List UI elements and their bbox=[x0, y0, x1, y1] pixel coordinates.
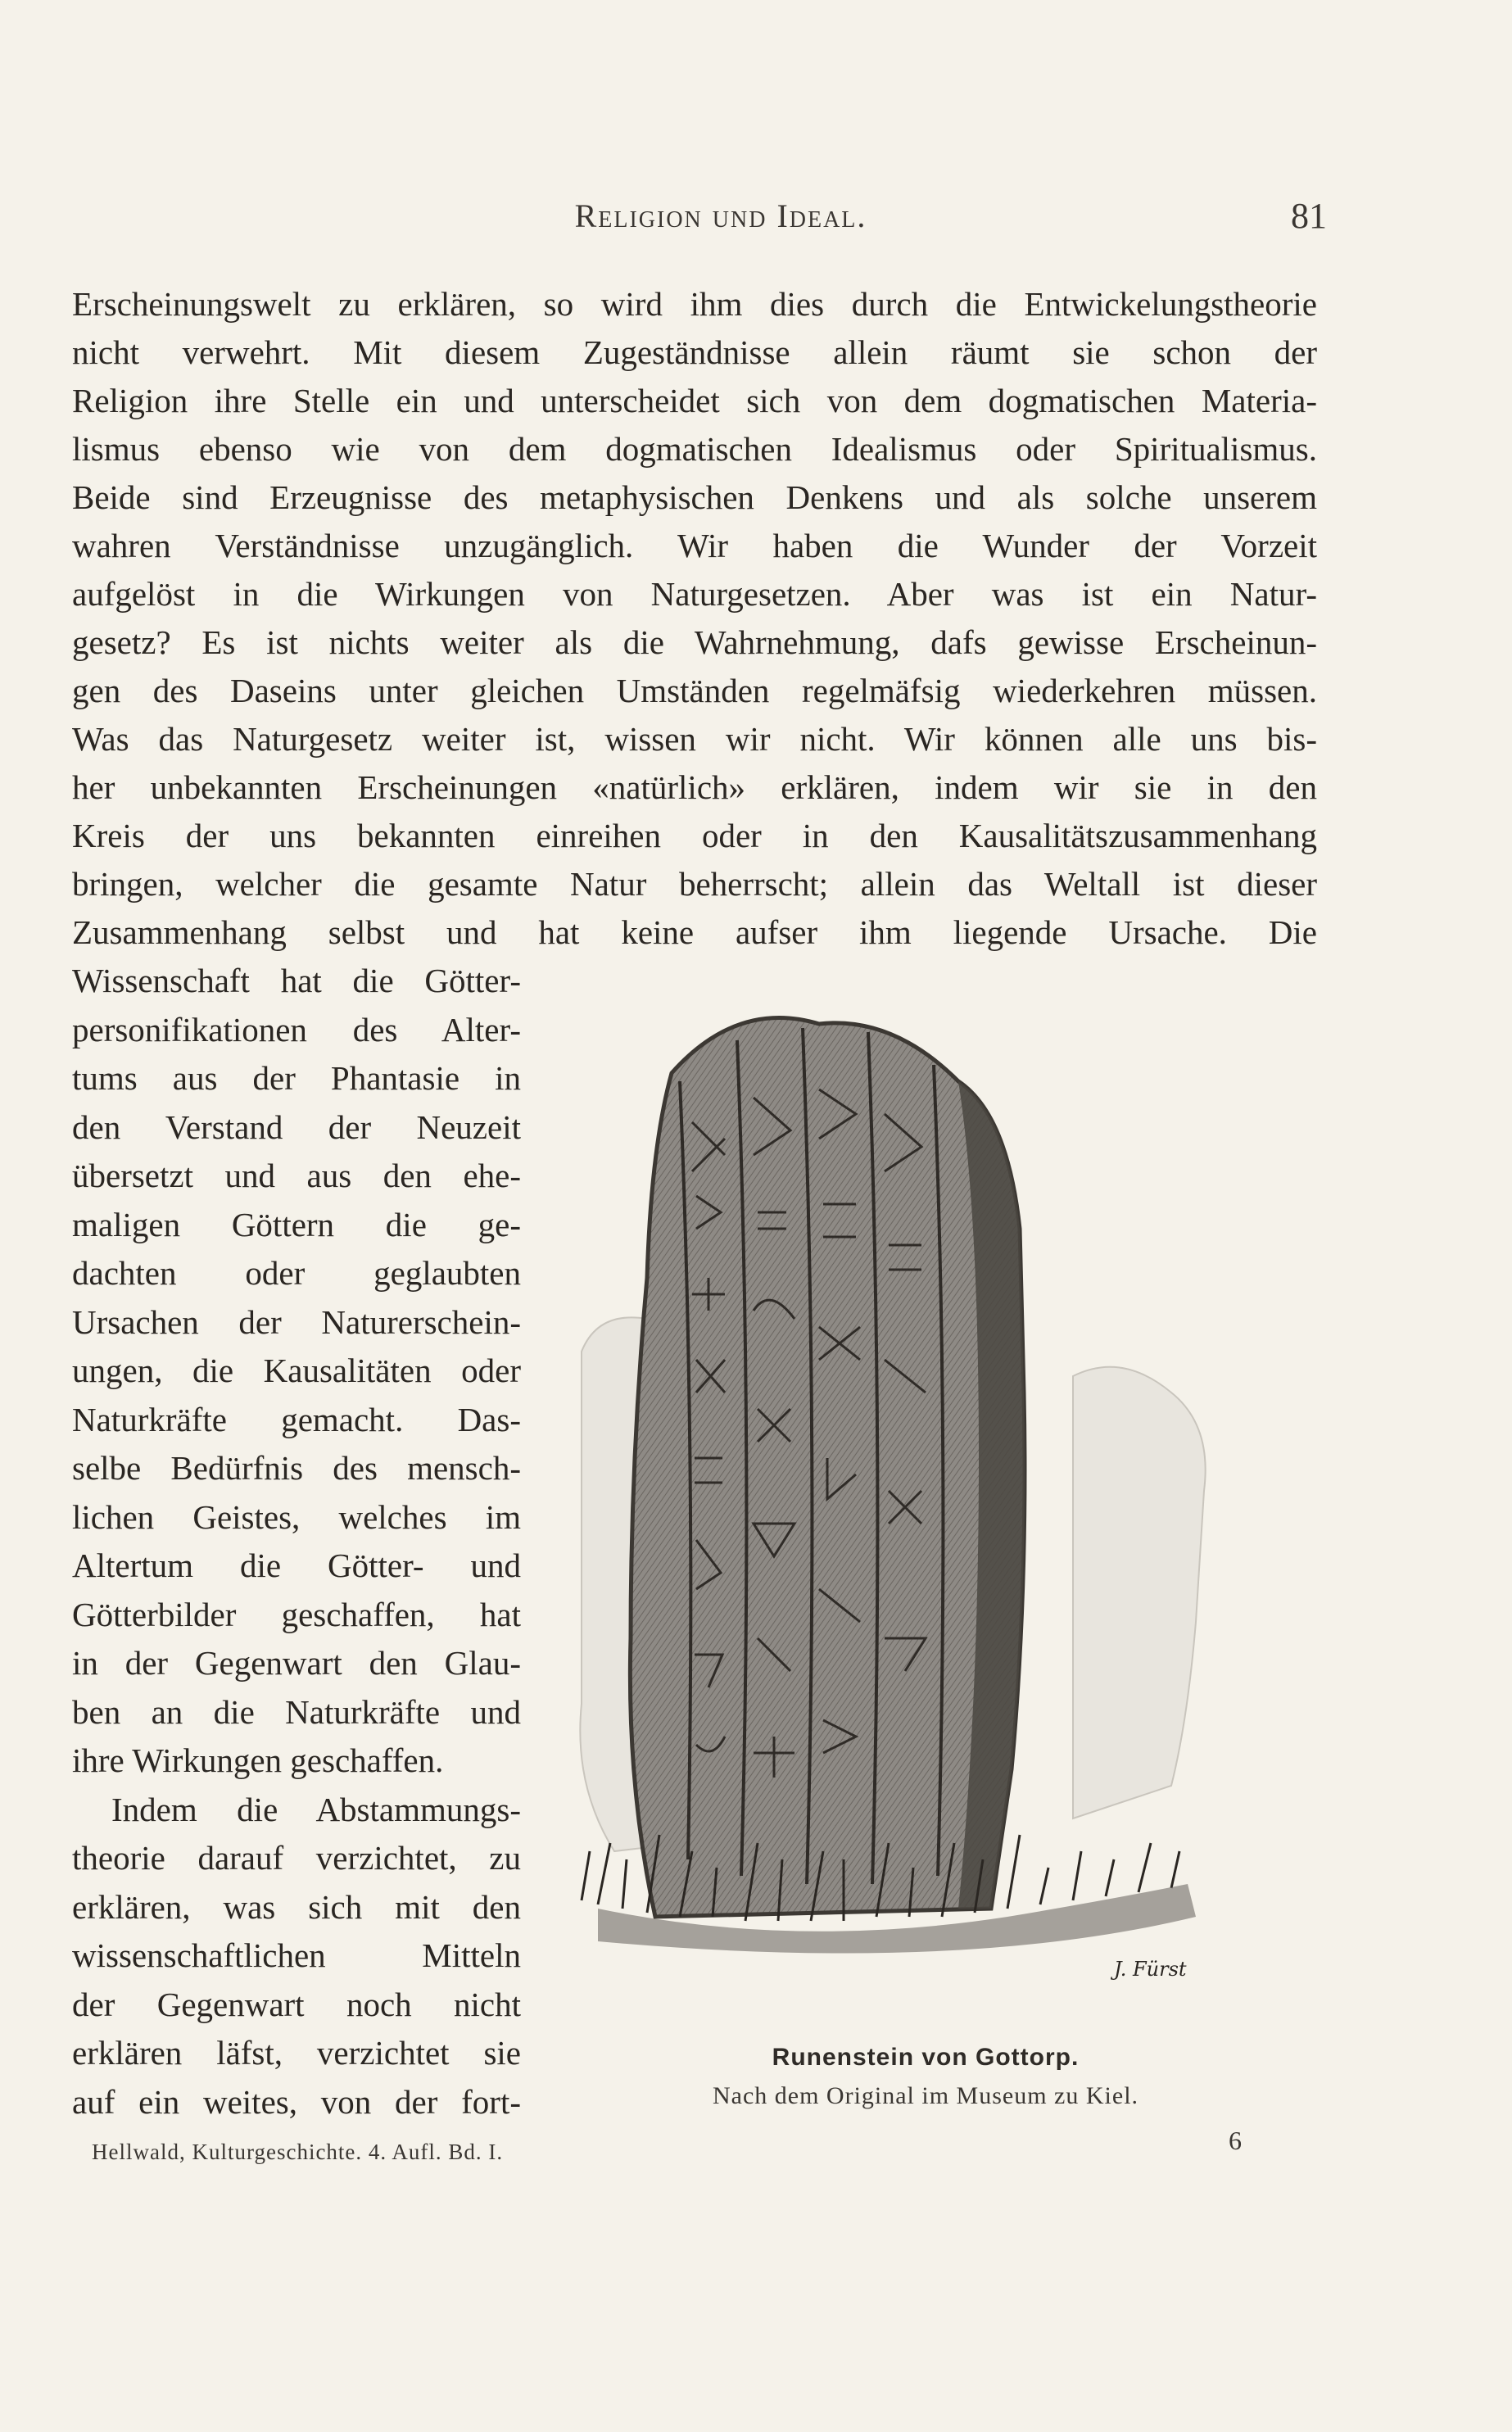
text-line: Was das Naturgesetz weiter ist, wissen wir nicht. Wir können alle uns bis- bbox=[72, 720, 1317, 758]
text-line: bringen, welcher die gesamte Natur beherrscht; allein das Weltall ist dieser bbox=[72, 865, 1317, 903]
figure-caption-subtitle: Nach dem Original im Museum zu Kiel. bbox=[712, 2082, 1139, 2109]
text-line: Beide sind Erzeugnisse des metaphysischen Denkens und als solche unserem bbox=[72, 478, 1317, 516]
text-line: selbe Bedürfnis des mensch- bbox=[72, 1449, 521, 1487]
text-line: gen des Daseins unter gleichen Umständen regelmäfsig wiederkehren müssen. bbox=[72, 672, 1317, 709]
text-line: auf ein weites, von der fort- bbox=[72, 2082, 521, 2121]
text-line: ihre Wirkungen geschaffen. bbox=[72, 1741, 444, 1779]
text-line: tums aus der Phantasie in bbox=[72, 1059, 521, 1097]
body-text-column bbox=[72, 957, 521, 2126]
body-text-full-width bbox=[72, 280, 1317, 957]
text-line: Wissenschaft hat die Götter- bbox=[72, 962, 521, 999]
text-line: dachten oder geglaubten bbox=[72, 1254, 521, 1292]
runestone-illustration bbox=[549, 967, 1327, 2064]
text-line: Religion ihre Stelle ein und unterscheidet sich von dem dogmatischen Materia- bbox=[72, 382, 1317, 419]
text-line: Erscheinungswelt zu erklären, so wird ihm dies durch die Entwickelungstheorie bbox=[72, 285, 1317, 323]
text-line: wahren Verständnisse unzugänglich. Wir haben die Wunder der Vorzeit bbox=[72, 527, 1317, 564]
figure-caption-title: Runenstein von Gottorp. bbox=[772, 2044, 1080, 2071]
text-line: maligen Göttern die ge- bbox=[72, 1205, 521, 1243]
text-line: Zusammenhang selbst und hat keine aufser ihm liegende Ursache. Die bbox=[72, 913, 1317, 951]
text-line: ungen, die Kausalitäten oder bbox=[72, 1352, 521, 1389]
footer-citation: Hellwald, Kulturgeschichte. 4. Aufl. Bd. I. bbox=[92, 2140, 504, 2164]
text-line: Naturkräfte gemacht. Das- bbox=[72, 1400, 521, 1438]
text-line: personifikationen des Alter- bbox=[72, 1010, 521, 1048]
text-line: wissenschaftlichen Mitteln bbox=[72, 1936, 521, 1974]
text-line: Götterbilder geschaffen, hat bbox=[72, 1595, 521, 1633]
text-line: aufgelöst in die Wirkungen von Naturgesetzen. Aber was ist ein Natur- bbox=[72, 575, 1317, 613]
text-line: Indem die Abstammungs- bbox=[111, 1790, 521, 1828]
text-line: Kreis der uns bekannten einreihen oder in den Kausalitätszusammenhang bbox=[72, 817, 1317, 854]
signature-mark: 6 bbox=[1229, 2126, 1242, 2155]
text-line: nicht verwehrt. Mit diesem Zugeständnisse allein räumt sie schon der bbox=[72, 333, 1317, 371]
text-line: theorie darauf verzichtet, zu bbox=[72, 1839, 521, 1877]
text-line: erklären läfst, verzichtet sie bbox=[72, 2034, 521, 2072]
artist-signature: J. Fürst bbox=[1114, 1958, 1187, 1981]
text-line: gesetz? Es ist nichts weiter als die Wahrnehmung, dafs gewisse Erscheinun- bbox=[72, 623, 1317, 661]
text-line: den Verstand der Neuzeit bbox=[72, 1107, 521, 1146]
page-number: 81 bbox=[1291, 196, 1327, 236]
running-head: Religion und Ideal. bbox=[574, 197, 867, 234]
text-line: in der Gegenwart den Glau- bbox=[72, 1644, 521, 1682]
text-line: Altertum die Götter- und bbox=[72, 1547, 521, 1584]
text-line: lichen Geistes, welches im bbox=[72, 1497, 521, 1536]
text-line: her unbekannten Erscheinungen «natürlich» erklären, indem wir sie in den bbox=[72, 768, 1317, 806]
text-line: Ursachen der Naturerschein- bbox=[72, 1302, 521, 1341]
text-line: der Gegenwart noch nicht bbox=[72, 1985, 521, 2023]
text-line: ben an die Naturkräfte und bbox=[72, 1692, 521, 1731]
text-line: lismus ebenso wie von dem dogmatischen Idealismus oder Spiritualismus. bbox=[72, 430, 1317, 468]
text-line: erklären, was sich mit den bbox=[72, 1887, 521, 1926]
text-line: übersetzt und aus den ehe- bbox=[72, 1157, 521, 1194]
